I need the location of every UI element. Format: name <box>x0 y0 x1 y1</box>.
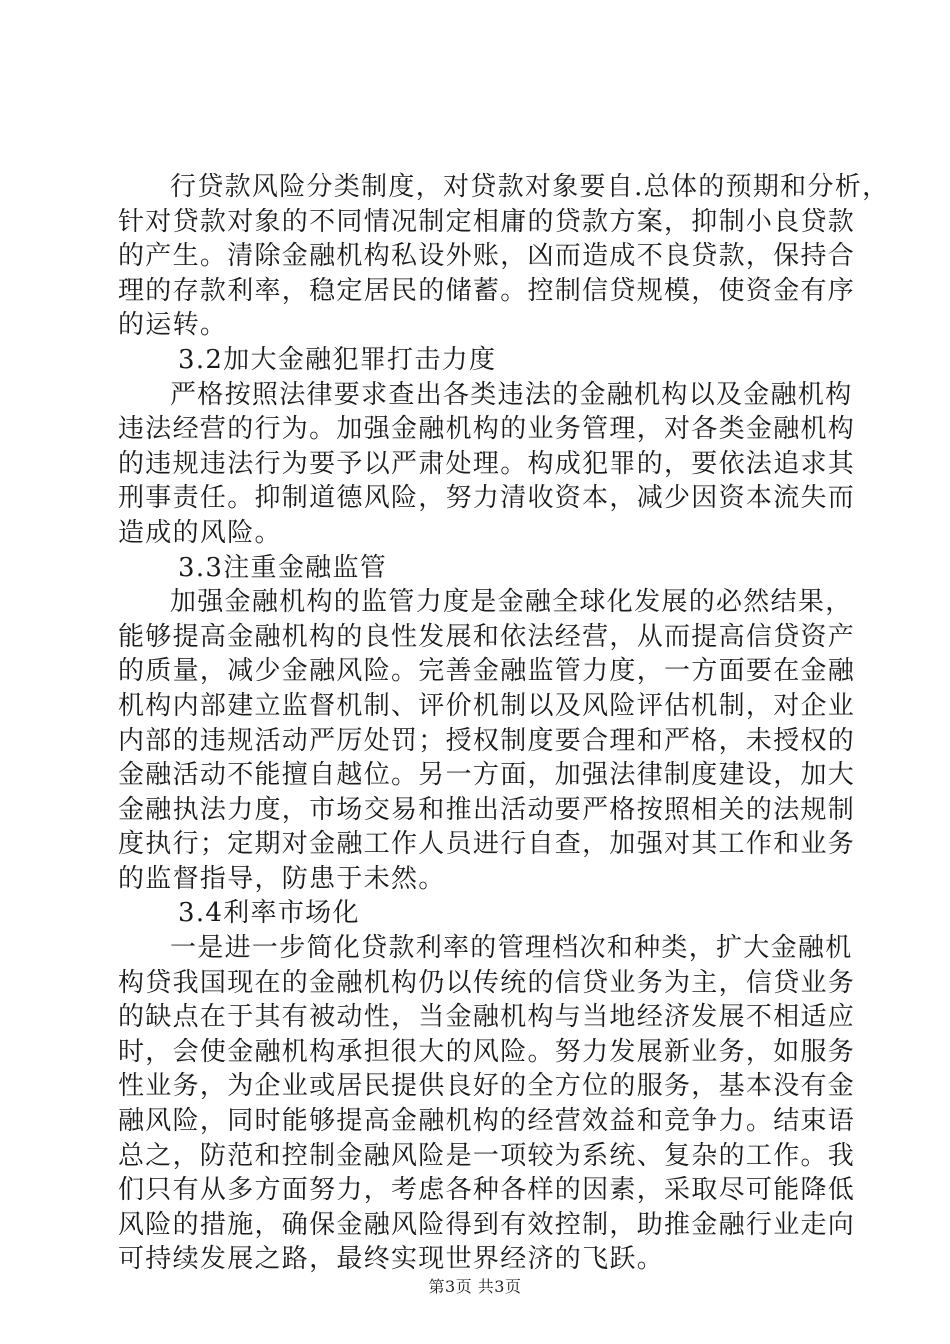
paragraph-line: 金融活动不能擅自越位。另一方面，加强法律制度建设，加大 <box>118 760 856 791</box>
paragraph-line: 能够提高金融机构的良性发展和依法经营，从而提高信贷资产 <box>118 621 856 652</box>
paragraph-line: 构贷我国现在的金融机构仍以传统的信贷业务为主，信贷业务 <box>118 967 856 998</box>
paragraph-line: 一是进一步简化贷款利率的管理档次和种类，扩大金融机 <box>170 933 853 964</box>
paragraph-line: 机构内部建立监督机制、评价机制以及风险评估机制，对企业 <box>118 690 856 721</box>
paragraph-line: 总之，防范和控制金融风险是一项较为系统、复杂的工作。我 <box>118 1140 856 1171</box>
paragraph-line: 融风险，同时能够提高金融机构的经营效益和竞争力。结束语 <box>118 1106 856 1137</box>
paragraph-line: 的质量，减少金融风险。完善金融监管力度，一方面要在金融 <box>118 656 856 687</box>
paragraph-line: 时，会使金融机构承担很大的风险。努力发展新业务，如服务 <box>118 1036 856 1067</box>
paragraph-line: 严格按照法律要求查出各类违法的金融机构以及金融机构 <box>170 379 853 410</box>
paragraph-line: 的运转。 <box>118 310 228 341</box>
paragraph-line: 理的存款利率，稳定居民的储蓄。控制信贷规模，使资金有序 <box>118 275 856 306</box>
paragraph-line: 的监督指导，防患于未然。 <box>118 863 446 894</box>
section-heading: 3.4利率市场化 <box>178 898 360 929</box>
paragraph-line: 们只有从多方面努力，考虑各种各样的因素，采取尽可能降低 <box>118 1175 856 1206</box>
paragraph-line: 内部的违规活动严厉处罚；授权制度要合理和严格，未授权的 <box>118 725 856 756</box>
paragraph-line: 针对贷款对象的不同情况制定相庸的贷款方案，抑制小良贷款 <box>118 206 856 237</box>
paragraph-line: 金融执法力度，市场交易和推出活动要严格按照相关的法规制 <box>118 794 856 825</box>
paragraph-line: 行贷款风险分类制度，对贷款对象要自.总体的预期和分析， <box>170 172 890 202</box>
paragraph-line: 造成的风险。 <box>118 517 282 548</box>
document-body <box>118 170 890 1277</box>
page-footer: 第3页 共3页 <box>428 1277 522 1296</box>
paragraph-line: 风险的措施，确保金融风险得到有效控制，助推金融行业走向 <box>118 1209 856 1240</box>
paragraph-line: 的违规违法行为要予以严肃处理。构成犯罪的，要依法追求其 <box>118 448 856 479</box>
paragraph-line: 的产生。清除金融机构私设外账，凶而造成不良贷款，保持合 <box>118 241 856 272</box>
paragraph-line: 可持续发展之路，最终实现世界经济的飞跃。 <box>118 1244 665 1275</box>
paragraph-line: 违法经营的行为。加强金融机构的业务管理，对各类金融机构 <box>118 414 856 445</box>
paragraph-line: 度执行；定期对金融工作人员进行自查，加强对其工作和业务 <box>118 829 856 860</box>
section-heading: 3.2加大金融犯罪打击力度 <box>178 344 497 375</box>
section-heading: 3.3注重金融监管 <box>178 552 388 583</box>
paragraph-line: 的缺点在于其有被动性，当金融机构与当地经济发展不相适应 <box>118 1002 856 1033</box>
paragraph-line: 刑事责任。抑制道德风险，努力清收资本，减少因资本流失而 <box>118 483 856 514</box>
paragraph-line: 性业务，为企业或居民提供良好的全方位的服务，基本没有金 <box>118 1071 856 1102</box>
paragraph-line: 加强金融机构的监管力度是金融全球化发展的必然结果， <box>170 587 853 618</box>
